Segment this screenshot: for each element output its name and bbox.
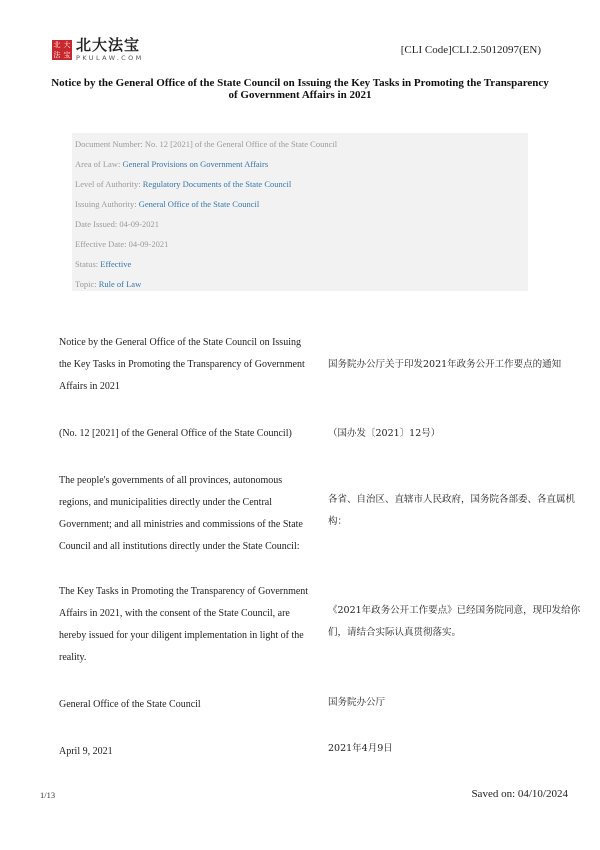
metadata-label: Issuing Authority: — [75, 199, 137, 209]
paragraph-cn: 2021年4月9日 — [328, 743, 393, 754]
metadata-label: Effective Date: — [75, 239, 127, 249]
paragraph-cn: 国务院办公厅关于印发2021年政务公开工作要点的通知 — [328, 359, 562, 370]
metadata-label: Date Issued: — [75, 219, 118, 229]
paragraph-en: Notice by the General Office of the State Council on Issuing the Key Tasks in Promoting the Transparency of Government Affairs in 2021 — [59, 337, 305, 392]
metadata-row — [75, 219, 159, 229]
page-number: 1/13 — [40, 790, 56, 800]
pkulaw-logo — [52, 38, 144, 62]
metadata-row — [75, 199, 259, 209]
paragraph-cn: 各省、自治区、直辖市人民政府，国务院各部委、各直属机构： — [328, 494, 576, 527]
cli-code: [CLI Code]CLI.2.5012097(EN) — [400, 44, 541, 56]
metadata-label: Topic: — [75, 279, 97, 289]
metadata-row — [75, 179, 291, 189]
metadata-link[interactable]: Effective — [100, 259, 132, 269]
logo-seal — [52, 40, 72, 60]
logo-seal-char: 北 — [53, 40, 61, 49]
saved-date: Saved on: 04/10/2024 — [471, 788, 568, 800]
metadata-row — [75, 279, 141, 289]
metadata-link[interactable]: General Office of the State Council — [138, 199, 260, 209]
paragraph-cn: 《2021年政务公开工作要点》已经国务院同意，现印发给你们，请结合实际认真贯彻落实。 — [328, 605, 581, 638]
paragraph-cn: （国办发〔2021〕12号） — [328, 428, 441, 439]
metadata-label: Level of Authority: — [75, 179, 141, 189]
paragraph-cn: 国务院办公厅 — [328, 697, 386, 708]
paragraph-en: General Office of the State Council — [59, 699, 201, 710]
logo-seal-char: 法 — [53, 50, 61, 59]
paragraph-en: The people's governments of all provinces, autonomous regions, and municipalities directly under the Central Government; and all ministries and commissions of the State Council and all institutions directly under the State Council: — [59, 475, 303, 552]
metadata-box — [72, 133, 528, 291]
logo-wordmark: 北大法宝 — [76, 36, 141, 54]
metadata-value: 04-09-2021 — [128, 239, 169, 249]
metadata-link[interactable]: General Provisions on Government Affairs — [122, 159, 269, 169]
metadata-label: Status: — [75, 259, 99, 269]
logo-seal-char: 宝 — [63, 50, 71, 59]
metadata-row — [75, 239, 168, 249]
logo-seal-char: 大 — [63, 40, 71, 49]
metadata-link[interactable]: Regulatory Documents of the State Council — [142, 179, 292, 189]
metadata-value: No. 12 [2021] of the General Office of the State Council — [144, 139, 338, 149]
paragraph-en: (No. 12 [2021] of the General Office of the State Council) — [59, 428, 292, 439]
metadata-row — [75, 139, 337, 149]
paragraph-en: The Key Tasks in Promoting the Transparency of Government Affairs in 2021, with the consent of the State Council, are hereby issued for your diligent implementation in light of the reality. — [59, 586, 309, 663]
metadata-row — [75, 159, 268, 169]
document-title: Notice by the General Office of the State Council on Issuing the Key Tasks in Promoting the Transparency of Government Affairs in 2021 — [51, 77, 549, 101]
metadata-link[interactable]: Rule of Law — [98, 279, 142, 289]
paragraph-en: April 9, 2021 — [59, 746, 113, 757]
logo-url: PKULAW.COM — [76, 54, 144, 62]
metadata-value: 04-09-2021 — [119, 219, 160, 229]
metadata-label: Area of Law: — [75, 159, 121, 169]
metadata-row — [75, 259, 131, 269]
metadata-label: Document Number: — [75, 139, 143, 149]
